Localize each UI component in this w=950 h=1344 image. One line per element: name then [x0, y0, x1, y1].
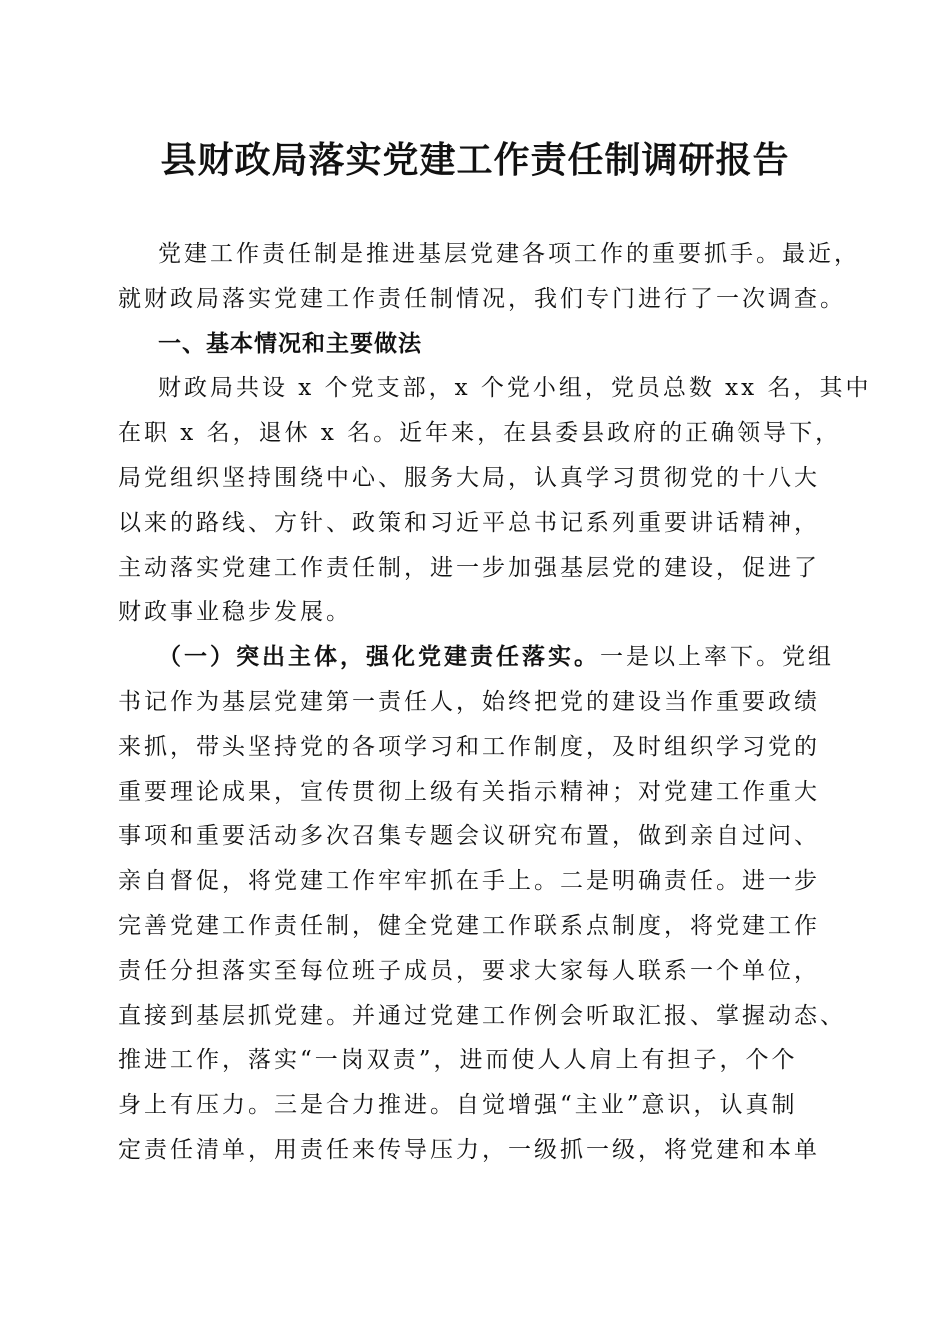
subsection-first-line-text: 一是以上率下。党组 [600, 644, 834, 671]
subsection-line-11: 定责任清单，用责任来传导压力，一级抓一级，将党建和本单 [118, 1136, 820, 1163]
section-line-4: 以来的路线、方针、政策和习近平总书记系列重要讲话精神， [118, 509, 820, 536]
subsection-line-10: 身上有压力。三是合力推进。自觉增强“主业”意识，认真制 [118, 1092, 798, 1119]
section-line-2: 在职 x 名，退休 x 名。近年来，在县委县政府的正确领导下， [118, 420, 842, 447]
subsection-line-6: 完善党建工作责任制，健全党建工作联系点制度，将党建工作 [118, 912, 820, 939]
subsection-line-3: 重要理论成果，宣传贯彻上级有关指示精神；对党建工作重大 [118, 778, 820, 805]
subsection-line-7: 责任分担落实至每位班子成员，要求大家每人联系一个单位， [118, 957, 820, 984]
subsection-first-line [118, 635, 838, 680]
document-body [118, 232, 872, 1173]
subsection-line-8: 直接到基层抓党建。并通过党建工作例会听取汇报、掌握动态、 [118, 1002, 846, 1029]
subsection-line-5: 亲自督促，将党建工作牢牢抓在手上。二是明确责任。进一步 [118, 868, 820, 895]
section-line-1: 财政局共设 x 个党支部，x 个党小组，党员总数 xx 名，其中 [158, 375, 872, 402]
subsection-line-2: 来抓，带头坚持党的各项学习和工作制度，及时组织学习党的 [118, 733, 820, 760]
document-title: 县财政局落实党建工作责任制调研报告 [160, 139, 790, 181]
section-heading: 一、基本情况和主要做法 [158, 329, 422, 357]
section-line-3: 局党组织坚持围绕中心、服务大局，认真学习贯彻党的十八大 [118, 464, 820, 491]
subsection-line-1: 书记作为基层党建第一责任人，始终把党的建设当作重要政绩 [118, 688, 820, 715]
subsection-line-9: 推进工作，落实“一岗双责”，进而使人人肩上有担子，个个 [118, 1047, 798, 1074]
intro-line-1: 党建工作责任制是推进基层党建各项工作的重要抓手。最近， [158, 241, 860, 267]
section-line-6: 财政事业稳步发展。 [118, 599, 352, 626]
subsection-heading: （一）突出主体，强化党建责任落实。 [158, 643, 600, 671]
intro-line-2: 就财政局落实党建工作责任制情况，我们专门进行了一次调查。 [118, 285, 846, 312]
section-line-5: 主动落实党建工作责任制，进一步加强基层党的建设，促进了 [118, 554, 820, 581]
subsection-line-4: 事项和重要活动多次召集专题会议研究布置，做到亲自过问、 [118, 823, 820, 850]
